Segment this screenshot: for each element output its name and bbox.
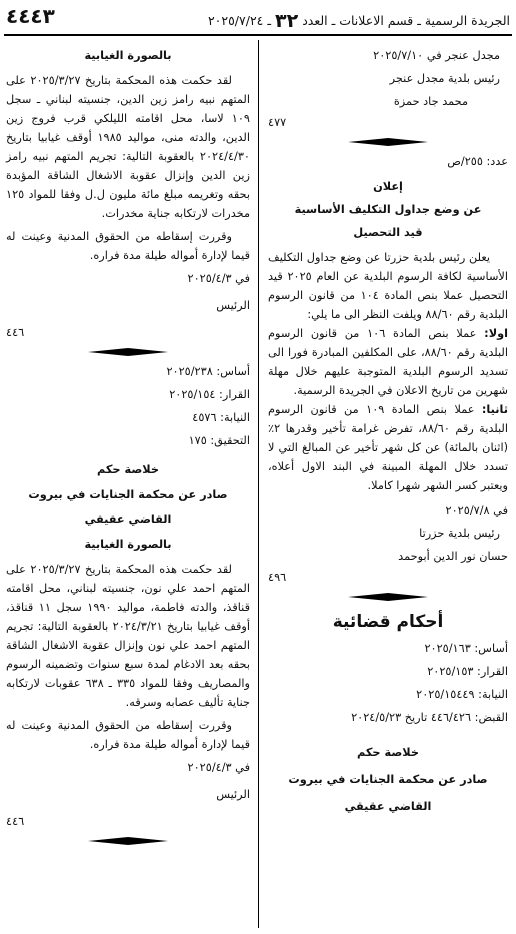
- separator-icon: [348, 593, 428, 601]
- signature-role: الرئيس: [216, 299, 250, 312]
- signature-name: حسان نور الدين أبوحمد: [398, 550, 508, 563]
- notice-subtitle: قيد التحصيل: [353, 226, 423, 239]
- reference-number: ٤٤٦: [6, 815, 25, 828]
- case-field: القرار: ٢٠٢٥/١٥٤: [169, 388, 250, 401]
- signature-line: محمد جاد حمزة: [393, 95, 468, 108]
- summary-court: صادر عن محكمة الجنايات في بيروت: [288, 773, 488, 786]
- notice-count: عدد: ٢٥٥/ص: [447, 155, 508, 168]
- signature-line: رئيس بلدية مجدل عنجر: [389, 72, 500, 85]
- notice-paragraph: [268, 400, 508, 495]
- summary-court: صادر عن محكمة الجنايات في بيروت: [28, 488, 228, 501]
- right-column: [268, 46, 508, 816]
- section-title: أحكام قضائية: [332, 612, 444, 632]
- summary-title: خلاصة حكم: [97, 463, 159, 476]
- column-divider: [258, 40, 259, 928]
- left-column: [6, 46, 250, 851]
- signature-role: الرئيس: [216, 788, 250, 801]
- summary-judge: القاضي عقيقي: [84, 513, 172, 526]
- notice-paragraph: [268, 324, 508, 400]
- separator-icon: [88, 348, 168, 356]
- case-field: النيابة: ٢٠٢٥/١٥٤٤٩: [416, 688, 508, 701]
- reference-number: ٤٤٦: [6, 326, 25, 339]
- reference-number: ٤٧٧: [268, 116, 287, 129]
- judgment-paragraph: لقد حكمت هذه المحكمة بتاريخ ٢٠٢٥/٣/٢٧ على المتهم احمد علي نون، جنسيته لبناني، محل اقامته قناقذ، والدته فاطمة، مواليد ١٩٩٠ سجل ١١ قناقذ، أوقف غيابيا بتاريخ ٢٠٢٤/٣/٢١ بالعقوبة التالية: تجريم المتهم احمد علي نون وإنزال عقوبة الاشغال الشاقة بحقه بعد الادغام لمدة سبع سنوات وتضمينه الرسوم والمصاريف وفقا للمواد ٣٣٥ ـ ٦٣٨ عقوبات لارتكابه جناية تأليف عصابه وسرقه.: [6, 563, 250, 709]
- signature-date: في ٢٠٢٥/٧/٨: [445, 504, 508, 517]
- clause-label: ثانيا:: [481, 403, 508, 416]
- page-number: ٤٤٤٣: [6, 4, 55, 28]
- case-field: التحقيق: ١٧٥: [188, 434, 250, 447]
- separator-icon: [348, 138, 428, 146]
- summary-judge: القاضي عقيقي: [344, 800, 432, 813]
- page-header: [6, 2, 510, 34]
- header-rule: [4, 34, 512, 36]
- case-field: النيابة: ٤٥٧٦: [192, 411, 250, 424]
- header-title-text: الجريدة الرسمية ـ قسم الاعلانات ـ العدد: [302, 13, 510, 28]
- case-field: القرار: ٢٠٢٥/١٥٣: [427, 665, 508, 678]
- clause-label: اولا:: [484, 327, 508, 340]
- issue-date: ـ ٢٠٢٥/٧/٢٤: [207, 13, 272, 28]
- signature-line: مجدل عنجر في ٢٠٢٥/٧/١٠: [373, 49, 500, 62]
- case-field: أساس: ٢٠٢٥/١٦٣: [424, 642, 508, 655]
- signature-date: في ٢٠٢٥/٤/٣: [187, 272, 250, 285]
- judgment-paragraph: لقد حكمت هذه المحكمة بتاريخ ٢٠٢٥/٣/٢٧ على المتهم نبيه رامز زين الدين، جنسيته لبناني ـ سجل ١٠٩ لاسا، محل اقامته الليلكي قرب فروج زين الدين، والدته منى، مواليد ١٩٨٥ أوقف غيابيا بتاريخ ٢٠٢٤/٤/٣٠ بالعقوبة التالية: تجريم المتهم نبيه رامز زين الدين وإنزال عقوبة الاشغال الشاقة المؤبدة بحقه وتغريمه مبلغ مائة مليون ل.ل وفقا للمواد ١٢٥ مخدرات لارتكابه جناية مخدرات.: [6, 74, 250, 220]
- judgment-mode: بالصورة الغيابية: [84, 538, 172, 551]
- judgment-mode: بالصورة الغيابية: [84, 49, 172, 62]
- notice-paragraph: يعلن رئيس بلدية حزرتا عن وضع جداول التكليف الأساسية لكافة الرسوم البلدية عن العام ٢٠٢٥ قيد التحصيل عملا بنص المادة ١٠٤ من قانون الرسوم البلدية رقم ٨٨/٦٠ ويلفت النظر الى ما يلي:: [268, 251, 508, 321]
- case-field: القبض: ٤٤٦/٤٢٦ تاريخ ٢٠٢٤/٥/٢٣: [351, 711, 508, 724]
- judgment-paragraph: وقررت إسقاطه من الحقوق المدنية وعينت له قيما لإدارة أمواله طيلة مدة فراره.: [6, 719, 250, 751]
- clause-text: عملا بنص المادة ١٠٩ من قانون الرسوم البلدية رقم ٨٨/٦٠، تفرض غرامة تأخير وقدرها ٢٪ (اثنان بالمائة) عن كل شهر تأخير عن المبالغ التي لا تسدد خلال المهلة المبينة في البند الاول أعلاه، ويعتبر كسر الشهر شهرا كاملا.: [268, 403, 508, 492]
- clause-text: عملا بنص المادة ١٠٦ من قانون الرسوم البلدية رقم ٨٨/٦٠، على المكلفين المبادرة فورا الى تسديد الرسوم البلدية المتوجبة عليهم خلال مهلة شهرين من تاريخ الاعلان في الجريدة الرسمية.: [268, 327, 508, 397]
- case-field: أساس: ٢٠٢٥/٢٣٨: [166, 365, 250, 378]
- separator-icon: [88, 837, 168, 845]
- judgment-paragraph: وقررت إسقاطه من الحقوق المدنية وعينت له قيما لإدارة أمواله طيلة مدة فراره.: [6, 230, 250, 262]
- notice-title: إعلان: [373, 180, 403, 193]
- summary-title: خلاصة حكم: [357, 746, 419, 759]
- signature-date: في ٢٠٢٥/٤/٣: [187, 761, 250, 774]
- reference-number: ٤٩٦: [268, 571, 287, 584]
- signature-role: رئيس بلدية حزرتا: [419, 527, 500, 540]
- header-title: [208, 10, 510, 32]
- notice-subtitle: عن وضع جداول التكليف الأساسية: [294, 203, 482, 216]
- issue-number: ٣٢: [275, 10, 299, 32]
